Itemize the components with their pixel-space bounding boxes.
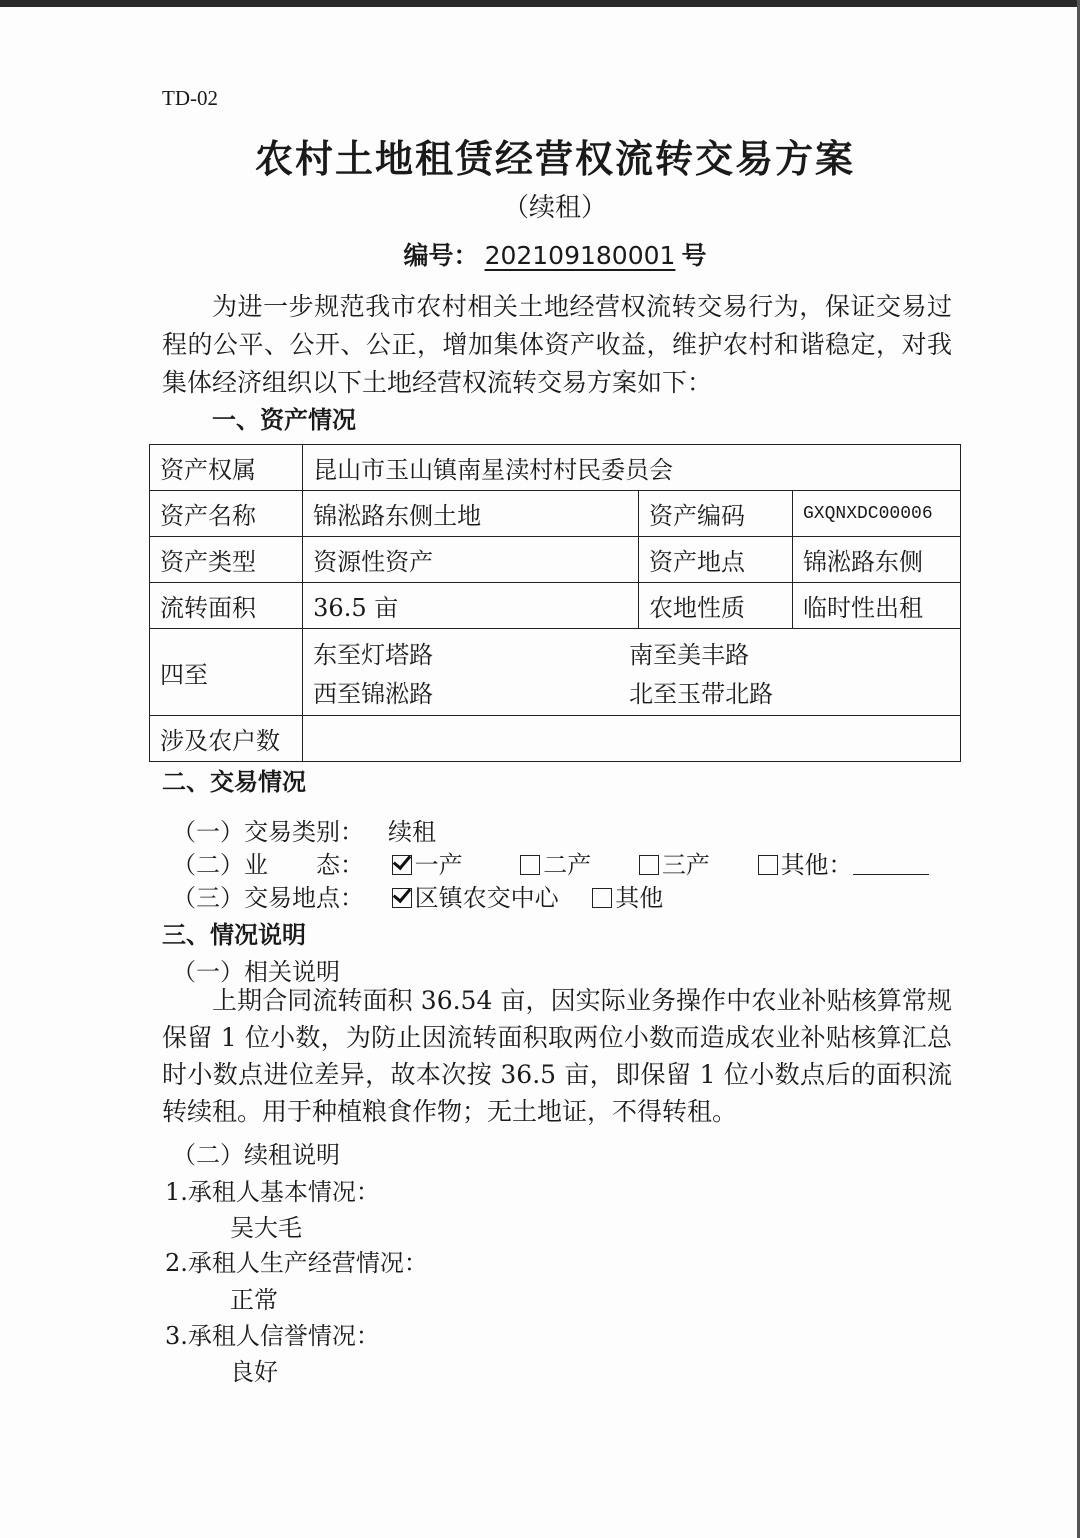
bound-north: 北至玉带北路 <box>629 680 774 708</box>
type-label: 资产类型 <box>150 537 303 583</box>
place-line <box>172 878 663 913</box>
sub-heading-1: （一）相关说明 <box>172 958 340 986</box>
checkbox-icon <box>592 888 612 908</box>
type-value: 资源性资产 <box>303 537 639 583</box>
code-value: GXQNXDC00006 <box>793 491 961 537</box>
checkbox-checked-icon <box>392 888 412 908</box>
industry-option-1: 一产 <box>392 851 463 879</box>
farmers-label: 涉及农户数 <box>150 716 303 762</box>
doc-number-value: 202109180001 <box>484 241 676 270</box>
table-row <box>150 445 961 491</box>
location-value: 锦淞路东侧 <box>793 537 961 583</box>
bound-south: 南至美丰路 <box>629 641 750 669</box>
answer-1: 吴大毛 <box>230 1214 302 1242</box>
industry-label: （二）业 态： <box>172 851 364 879</box>
place-label: （三）交易地点： <box>172 884 364 912</box>
doc-number-label: 编号： <box>403 241 479 270</box>
table-row <box>150 629 961 716</box>
farmers-value <box>303 716 961 762</box>
name-value: 锦淞路东侧土地 <box>303 491 639 537</box>
checkbox-icon <box>758 855 778 875</box>
trade-type-line <box>172 812 436 847</box>
area-label: 流转面积 <box>150 583 303 629</box>
industry-option-4: 其他： <box>758 851 929 879</box>
owner-label: 资产权属 <box>150 445 303 491</box>
bounds-label: 四至 <box>150 629 303 716</box>
bound-east: 东至灯塔路 <box>313 641 434 669</box>
blank-line <box>853 874 929 875</box>
trade-type-value: 续租 <box>388 818 436 846</box>
page-title: 农村土地租赁经营权流转交易方案 <box>254 137 855 181</box>
nature-label: 农地性质 <box>639 583 793 629</box>
description-paragraph: 上期合同流转面积 36.54 亩，因实际业务操作中农业补贴核算常规保留 1 位小数，为防止因流转面积取两位小数而造成农业补贴核算汇总时小数点进位差异，故本次按 36.5 亩，即保留 1 位小数点后的面积流转续租。用于种植粮食作物；无土地证，不得转租。 <box>162 986 952 1126</box>
name-label: 资产名称 <box>150 491 303 537</box>
checkbox-icon <box>639 855 659 875</box>
table-row <box>150 537 961 583</box>
sub-heading-2: （二）续租说明 <box>172 1141 340 1169</box>
page-subtitle: （续租） <box>502 193 607 223</box>
code-label: 资产编码 <box>639 491 793 537</box>
section-2-heading: 二、交易情况 <box>162 768 306 796</box>
doc-number-suffix: 号 <box>681 241 707 270</box>
asset-table <box>149 444 961 762</box>
intro-paragraph: 为进一步规范我市农村相关土地经营权流转交易行为，保证交易过程的公平、公开、公正，增加集体资产收益，维护农村和谐稳定，对我集体经济组织以下土地经营权流转交易方案如下： <box>162 292 952 397</box>
answer-3: 良好 <box>230 1358 278 1386</box>
checkbox-icon <box>520 855 540 875</box>
industry-line <box>172 845 929 880</box>
trade-type-label: （一）交易类别： <box>172 818 364 846</box>
doc-number <box>0 236 1080 272</box>
bounds-cell <box>303 629 961 716</box>
checkbox-checked-icon <box>392 855 412 875</box>
answer-2: 正常 <box>230 1286 278 1314</box>
industry-option-3: 三产 <box>639 851 710 879</box>
table-row <box>150 491 961 537</box>
table-row <box>150 716 961 762</box>
place-option-1: 区镇农交中心 <box>392 884 559 912</box>
question-2: 2.承租人生产经营情况： <box>165 1249 428 1277</box>
location-label: 资产地点 <box>639 537 793 583</box>
place-option-2: 其他 <box>592 884 663 912</box>
industry-option-2: 二产 <box>520 851 591 879</box>
doc-code: TD-02 <box>162 86 218 110</box>
scan-top-border <box>0 0 1080 7</box>
nature-value: 临时性出租 <box>793 583 961 629</box>
owner-value: 昆山市玉山镇南星渎村村民委员会 <box>303 445 961 491</box>
section-3-heading: 三、情况说明 <box>162 921 306 949</box>
bound-west: 西至锦淞路 <box>313 680 434 708</box>
question-3: 3.承租人信誉情况： <box>165 1322 380 1350</box>
section-1-heading: 一、资产情况 <box>212 406 356 434</box>
question-1: 1.承租人基本情况： <box>165 1178 380 1206</box>
area-value: 36.5 亩 <box>303 583 639 629</box>
table-row <box>150 583 961 629</box>
